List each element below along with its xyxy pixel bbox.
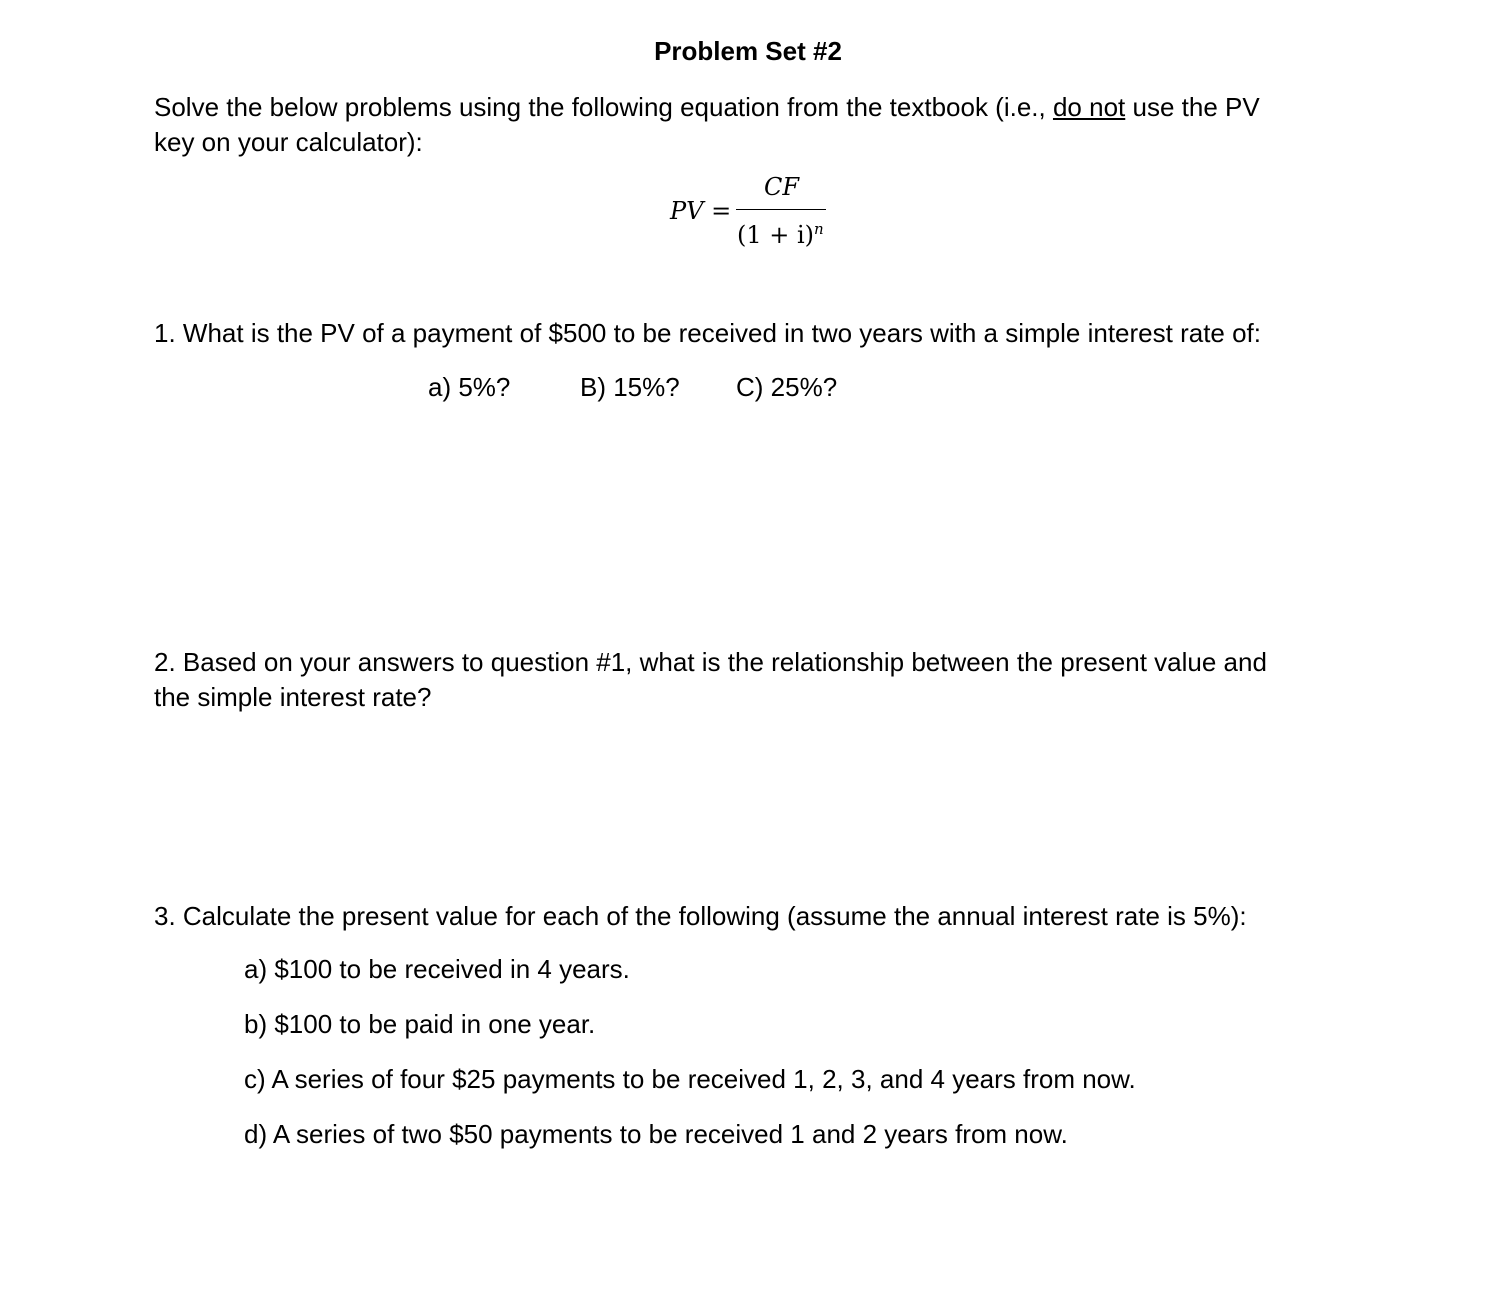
equation-denominator-base: (1 + i) [737,221,815,249]
fraction-bar [736,209,826,210]
intro-text-before: Solve the below problems using the following equation from the textbook (i.e., [154,92,1053,122]
q1-choice-b: B) 15%? [580,372,680,402]
equation-lhs: PV = [670,197,732,225]
q1-choice-a: a) 5%? [428,372,511,402]
intro-text-after: use the PV [1125,92,1260,122]
question-2-line-1: 2. Based on your answers to question #1, what is the relationship between the present value and [154,647,1267,677]
q3-item-a: a) $100 to be received in 4 years. [244,954,630,984]
intro-line-2: key on your calculator): [154,127,423,157]
question-3-text: 3. Calculate the present value for each of the following (assume the annual interest rate is 5%): [154,901,1247,931]
equation-exponent: n [814,220,824,238]
question-1-text: 1. What is the PV of a payment of $500 to be received in two years with a simple interest rate of: [154,318,1262,348]
q3-item-b: b) $100 to be paid in one year. [244,1009,596,1039]
q1-choice-c: C) 25%? [736,372,838,402]
q3-item-d: d) A series of two $50 payments to be received 1 and 2 years from now. [244,1119,1068,1149]
intro-underlined-text: do not [1052,92,1126,122]
question-2-line-2: the simple interest rate? [154,682,432,712]
equation-denominator [737,220,824,249]
q3-item-c: c) A series of four $25 payments to be received 1, 2, 3, and 4 years from now. [244,1064,1136,1094]
page-title: Problem Set #2 [654,36,842,66]
equation-numerator: CF [764,173,800,201]
intro-line-1 [154,90,1260,125]
